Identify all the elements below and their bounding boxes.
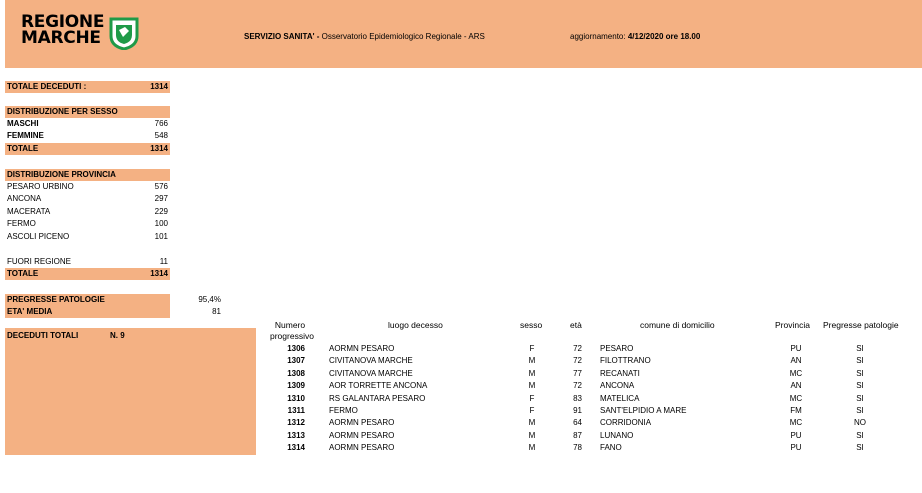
table-cell-num: 1310 [287,393,305,403]
table-cell-eta: 83 [573,393,582,403]
sesso-row-femmine: FEMMINE 548 [7,131,168,140]
table-cell-luogo: AORMN PESARO [329,443,395,453]
sesso-totale: TOTALE 1314 [7,144,168,153]
provincia-row: FERMO 100 [7,219,168,228]
table-cell-eta: 91 [573,406,582,415]
table-cell-num: 1313 [287,430,305,440]
header-provincia: Provincia [775,320,810,330]
table-cell-prov: AN [790,356,802,366]
table-cell-luogo: FERMO [329,406,358,415]
patologie-value: 95,4% [198,295,221,304]
table-cell-num: 1312 [287,418,305,428]
table-cell-num: 1311 [287,406,305,415]
table-cell-comune: LUNANO [600,430,634,440]
table-cell-comune: RECANATI [600,368,640,378]
table-cell-luogo: AORMN PESARO [329,344,395,353]
table-cell-num: 1308 [287,368,305,378]
deceduti-totali-count: N. 9 [110,331,125,340]
table-cell-luogo: CIVITANOVA MARCHE [329,368,413,378]
table-cell-sesso: M [528,368,536,378]
deceduti-totali-box [5,328,256,455]
regione-marche-logo [21,14,104,46]
service-title: SERVIZIO SANITA' - Osservatorio Epidemiologico Regionale - ARS [244,32,485,41]
table-cell-prov: MC [789,368,803,378]
table-cell-comune: CORRIDONIA [600,418,652,428]
header-sesso: sesso [520,320,543,330]
table-cell-patol: SI [856,356,864,366]
table-cell-num: 1307 [287,356,305,366]
table-cell-eta: 64 [573,418,582,428]
table-cell-eta: 72 [573,381,582,391]
table-cell-prov: PU [790,344,802,353]
table-cell-comune: FANO [600,443,622,453]
table-cell-sesso: F [529,393,535,403]
table-cell-prov: PU [790,443,802,453]
patologie-label: PREGRESSE PATOLOGIE [5,294,170,306]
table-cell-comune: ANCONA [600,381,635,391]
sesso-title: DISTRIBUZIONE PER SESSO [5,106,170,118]
table-cell-sesso: F [529,406,535,415]
table-cell-luogo: AOR TORRETTE ANCONA [329,381,428,391]
table-cell-sesso: F [529,344,535,353]
table-cell-patol: SI [856,406,864,415]
table-cell-patol: SI [856,443,864,453]
table-cell-patol: SI [856,381,864,391]
table-cell-prov: PU [790,430,802,440]
table-cell-comune: MATELICA [600,393,640,403]
provincia-row: ANCONA 297 [7,194,168,203]
header-eta: età [570,320,582,330]
table-cell-patol: NO [854,418,866,428]
table-cell-num: 1306 [287,344,305,353]
provincia-title: DISTRIBUZIONE PROVINCIA [5,169,170,181]
logo-line2: MARCHE [21,28,101,48]
table-cell-comune: FILOTTRANO [600,356,651,366]
sesso-row-maschi: MASCHI 766 [7,119,168,128]
regione-emblem-icon [107,16,141,50]
table-cell-comune: PESARO [600,344,634,353]
table-cell-patol: SI [856,393,864,403]
table-cell-luogo: RS GALANTARA PESARO [329,393,426,403]
logo-line1: REGIONE [21,12,105,32]
header-band [5,0,922,68]
provincia-row: ASCOLI PICENO 101 [7,232,168,241]
table-cell-sesso: M [528,381,536,391]
eta-media-value: 81 [212,307,221,316]
table-cell-comune: SANT'ELPIDIO A MARE [600,406,687,415]
table-cell-sesso: M [528,418,536,428]
table-cell-sesso: M [528,443,536,453]
table-cell-eta: 72 [573,344,582,353]
table-cell-patol: SI [856,368,864,378]
table-cell-eta: 72 [573,356,582,366]
table-cell-luogo: CIVITANOVA MARCHE [329,356,413,366]
provincia-row: PESARO URBINO 576 [7,182,168,191]
table-cell-eta: 78 [573,443,582,453]
fuori-regione-row: FUORI REGIONE 11 [7,257,168,266]
table-cell-prov: FM [790,406,802,415]
table-cell-sesso: M [528,430,536,440]
header-patologie: Pregresse patologie [823,320,899,330]
table-cell-luogo: AORMN PESARO [329,430,395,440]
table-cell-patol: SI [856,430,864,440]
table-cell-num: 1314 [287,443,305,453]
deceduti-totali-label: DECEDUTI TOTALI [7,331,79,340]
provincia-row: MACERATA 229 [7,207,168,216]
table-cell-prov: MC [789,418,803,428]
table-cell-sesso: M [528,356,536,366]
totale-deceduti-band: TOTALE DECEDUTI : 1314 [7,82,168,91]
header-numero: Numero progressivo [270,320,314,341]
table-cell-eta: 77 [573,368,582,378]
table-cell-prov: MC [789,393,803,403]
table-cell-num: 1309 [287,381,305,391]
update-timestamp: aggiornamento: 4/12/2020 ore 18.00 [570,32,701,41]
table-cell-eta: 87 [573,430,582,440]
table-cell-prov: AN [790,381,802,391]
table-cell-luogo: AORMN PESARO [329,418,395,428]
eta-media-label: ETA' MEDIA [5,306,170,318]
table-cell-patol: SI [856,344,864,353]
header-comune: comune di domicilio [640,320,715,330]
header-luogo: luogo decesso [388,320,443,330]
provincia-totale: TOTALE 1314 [7,269,168,278]
